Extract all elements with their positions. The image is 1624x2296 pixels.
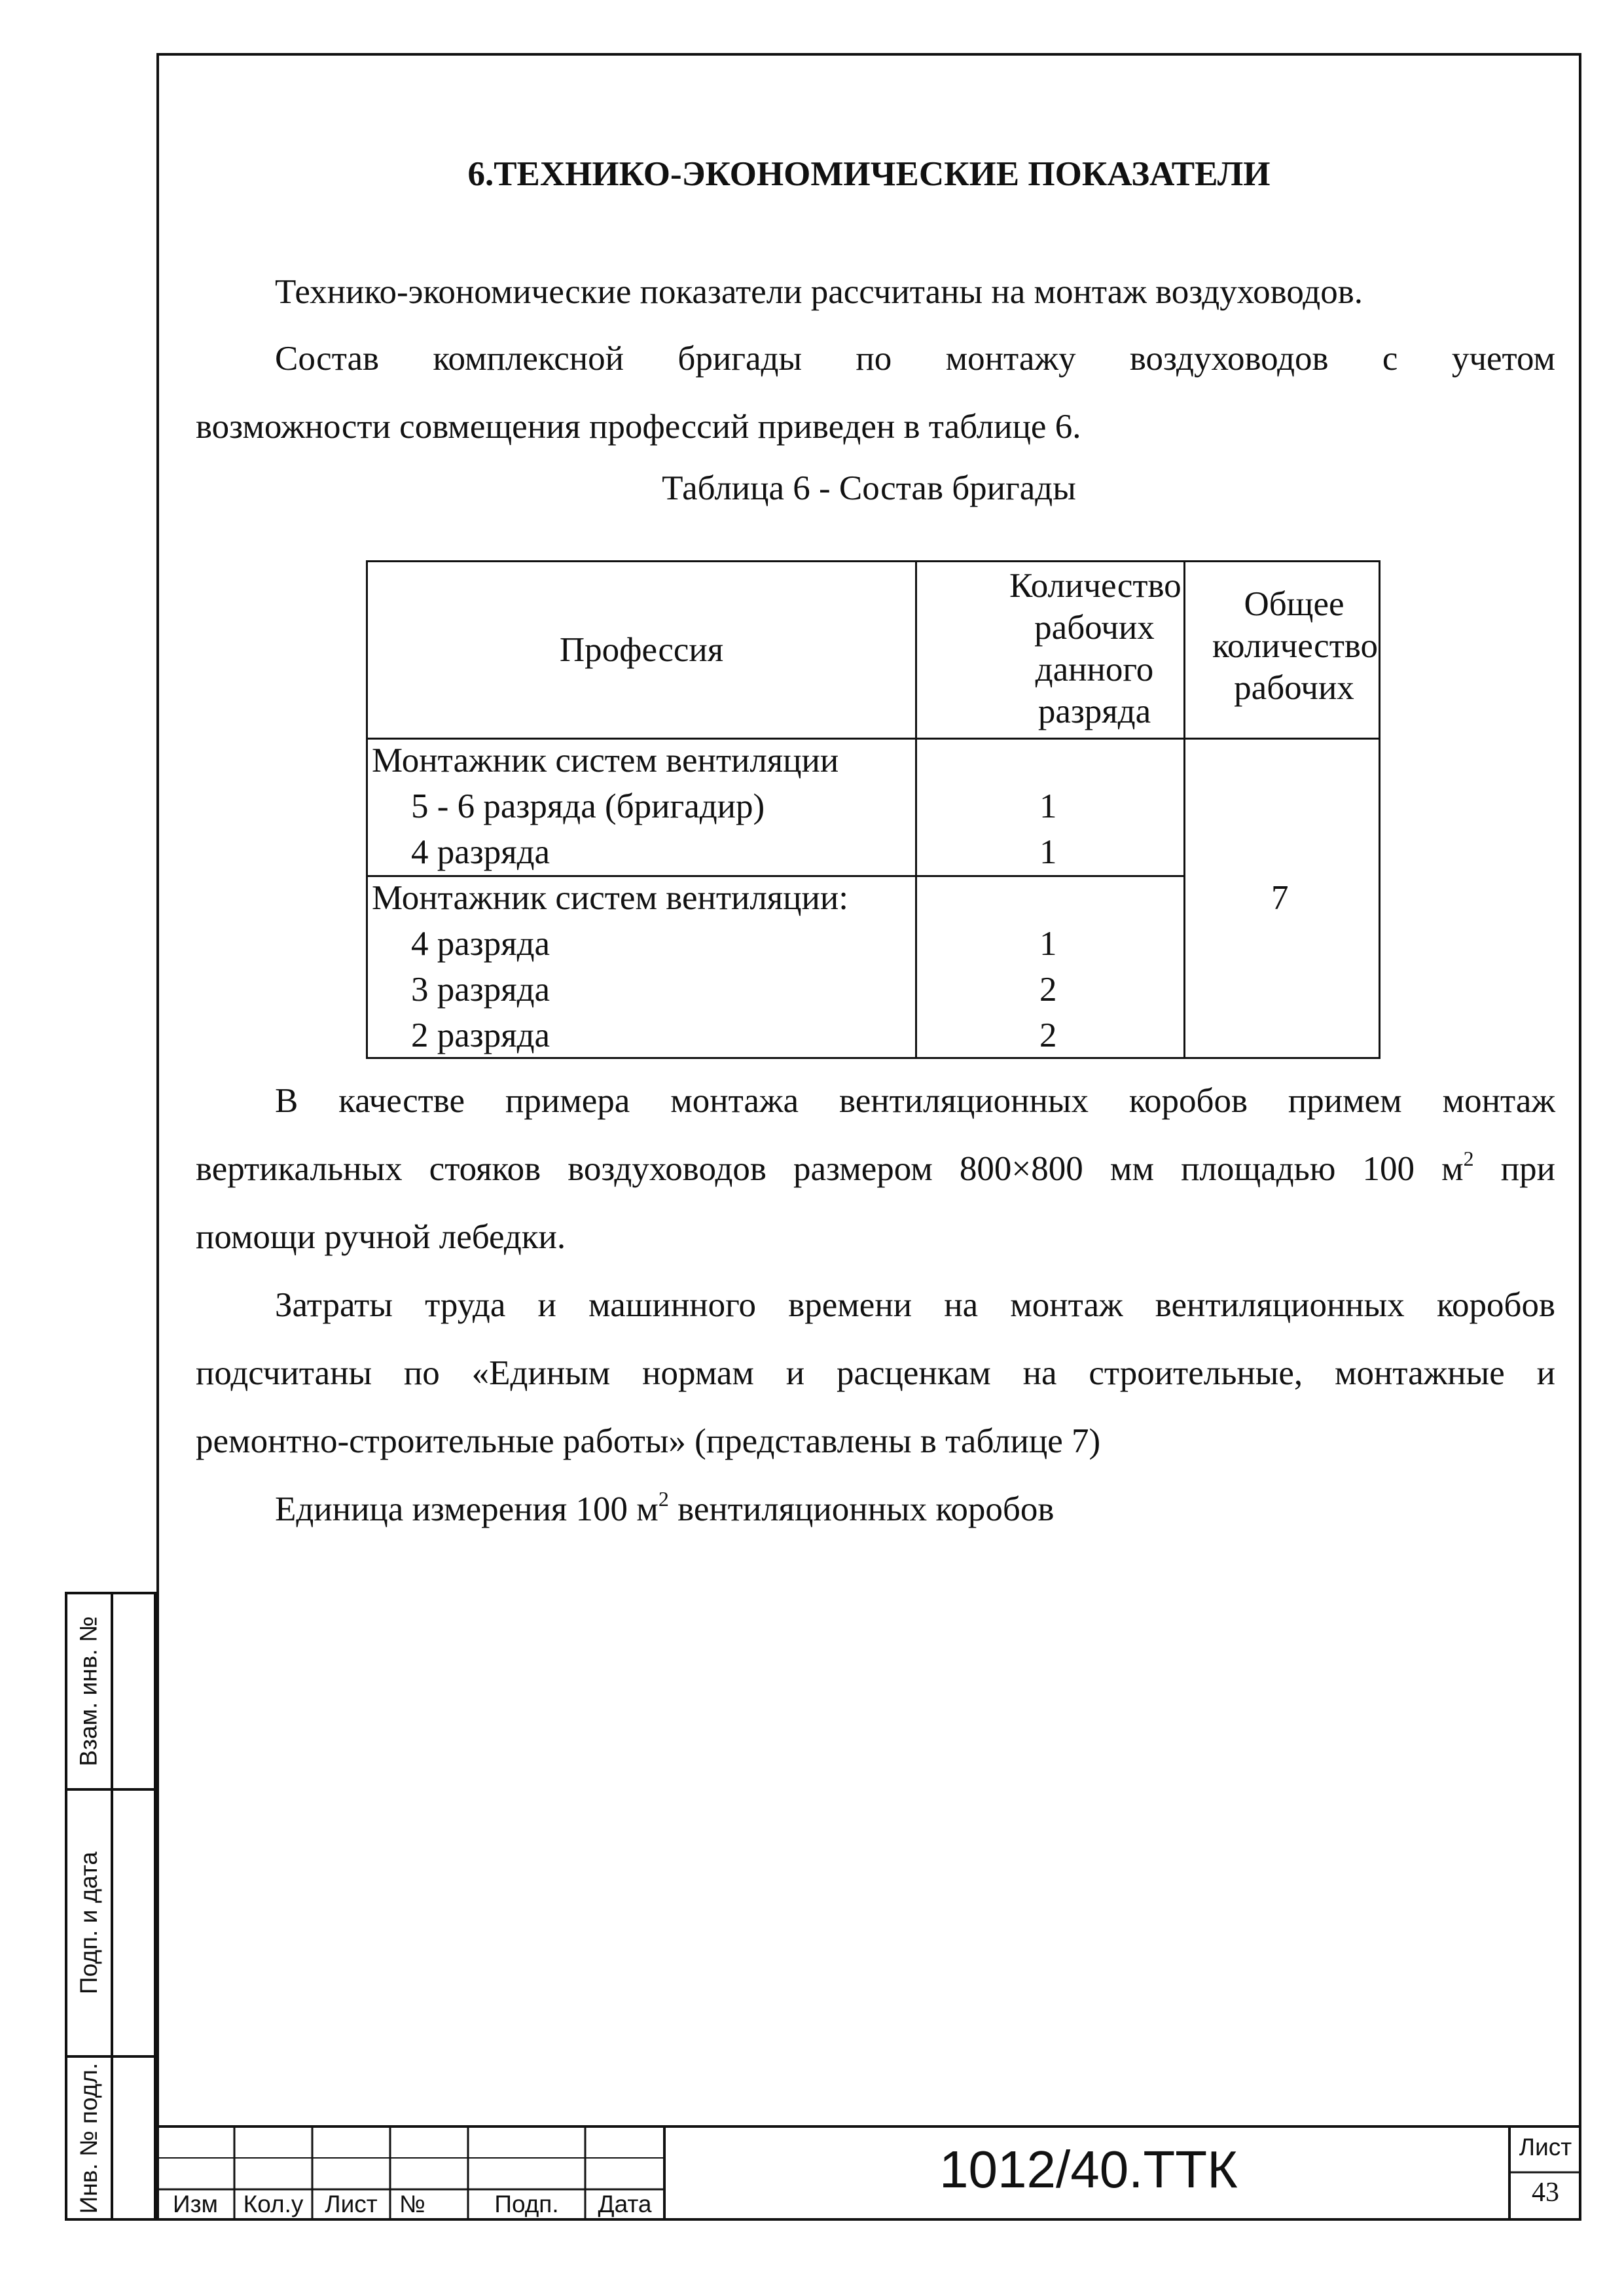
table-row-label: 5 - 6 разряда (бригадир) (411, 787, 765, 825)
superscript: 2 (658, 1487, 669, 1511)
title-col-kolu: Кол.у (243, 2191, 304, 2217)
table-row-label: 4 разряда (411, 925, 550, 963)
sheet-label: Лист (1519, 2134, 1572, 2161)
header-profession: Профессия (559, 631, 724, 669)
table-row-label: 2 разряда (411, 1016, 550, 1054)
side-label-text: Взам. инв. № (75, 1616, 103, 1767)
title-col-podp: Подп. (494, 2191, 559, 2217)
section-heading: 6.ТЕХНИКО-ЭКОНОМИЧЕСКИЕ ПОКАЗАТЕЛИ (467, 155, 1271, 193)
superscript: 2 (1463, 1147, 1474, 1170)
paragraph-3-line-2-text: вертикальных стояков воздуховодов размером 800×800 мм площадью 100 м (196, 1150, 1464, 1188)
side-label-text: Инв. № подл. (75, 2062, 103, 2214)
paragraph-3-line-1: В качестве примера монтажа вентиляционных коробов примем монтаж (275, 1082, 1555, 1120)
paragraph-5-text: Единица измерения 100 м (275, 1490, 659, 1528)
sheet-number: 43 (1532, 2178, 1559, 2208)
paragraph-2-line-2: возможности совмещения профессий приведен в таблице 6. (196, 408, 1081, 446)
paragraph-5-end: вентиляционных коробов (668, 1490, 1055, 1528)
side-stamp (65, 1592, 156, 2221)
paragraph-1: Технико-экономические показатели рассчитаны на монтаж воздуховодов. (275, 273, 1363, 311)
title-col-izm: Изм (173, 2191, 218, 2217)
table-row-label: 4 разряда (411, 833, 550, 871)
header-total: Общее количество рабочих (1212, 585, 1379, 707)
paragraph-3-line-2 (196, 1135, 1555, 1203)
paragraph-4-line-2: подсчитаны по «Единым нормам и расценкам на строительные, монтажные и (196, 1354, 1555, 1392)
title-col-data: Дата (598, 2191, 652, 2217)
table-total-value: 7 (1271, 879, 1289, 917)
paragraph-4-line-1: Затраты труда и машинного времени на монтаж вентиляционных коробов (275, 1286, 1555, 1324)
table-row-count: 1 (1039, 925, 1057, 963)
table-divider (915, 562, 917, 1057)
table-row-count: 1 (1039, 833, 1057, 871)
table-row-count: 1 (1039, 787, 1057, 825)
table-row-count: 2 (1039, 971, 1057, 1009)
side-label-vzam (67, 1594, 111, 1788)
paragraph-4-line-3: ремонтно-строительные работы» (представлены в таблице 7) (196, 1422, 1101, 1460)
side-label-inv (67, 2058, 111, 2218)
paragraph-2-line-1: Состав комплексной бригады по монтажу воздуховодов с учетом (275, 340, 1555, 378)
table-row-count: 2 (1039, 1016, 1057, 1054)
table-caption: Таблица 6 - Состав бригады (662, 469, 1076, 507)
group-title: Монтажник систем вентиляции: (372, 879, 848, 917)
title-col-num: № (399, 2191, 425, 2217)
paragraph-5 (275, 1475, 1054, 1543)
paragraph-3-line-2-end: при (1473, 1150, 1555, 1188)
table-row-label: 3 разряда (411, 971, 550, 1009)
header-count-grade: Количество рабочих данного разряда (1009, 567, 1182, 730)
side-label-podp (67, 1791, 111, 2055)
title-col-list: Лист (325, 2191, 378, 2217)
side-label-text: Подп. и дата (75, 1852, 103, 1994)
table-divider (1183, 562, 1185, 1057)
group-title: Монтажник систем вентиляции (372, 742, 839, 780)
paragraph-3-line-3: помощи ручной лебедки. (196, 1218, 566, 1256)
document-code: 1012/40.ТТК (939, 2140, 1238, 2198)
crew-table (366, 560, 1380, 1059)
